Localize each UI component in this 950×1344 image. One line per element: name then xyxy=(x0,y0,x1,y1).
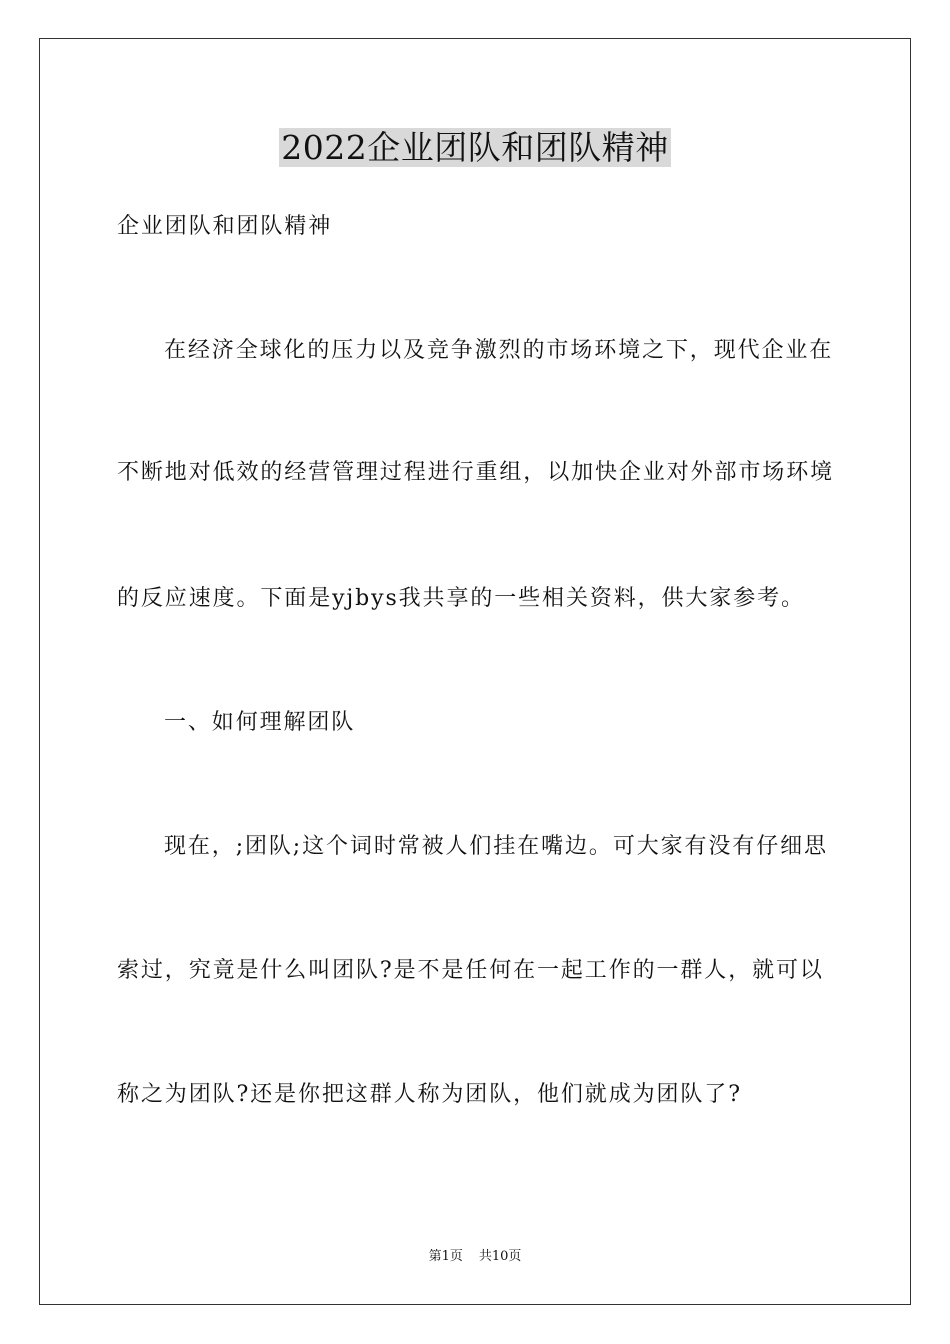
total-pages: 共10页 xyxy=(478,1249,522,1264)
paragraph-line: 称之为团队?还是你把这群人称为团队，他们就成为团队了? xyxy=(117,1082,742,1107)
document-title xyxy=(0,126,950,170)
paragraph-line: 现在，;团队;这个词时常被人们挂在嘴边。可大家有没有仔细思 xyxy=(164,834,828,859)
page-footer xyxy=(0,1248,950,1266)
paragraph-line: 索过，究竟是什么叫团队?是不是任何在一起工作的一群人，就可以 xyxy=(117,958,824,983)
subtitle: 企业团队和团队精神 xyxy=(117,214,333,239)
page-number: 第1页 xyxy=(428,1249,463,1264)
paragraph-line: 不断地对低效的经营管理过程进行重组，以加快企业对外部市场环境 xyxy=(117,460,835,485)
paragraph-line: 的反应速度。下面是yjbys我共享的一些相关资料，供大家参考。 xyxy=(117,586,805,611)
paragraph-line: 在经济全球化的压力以及竞争激烈的市场环境之下，现代企业在 xyxy=(164,338,834,363)
title-text: 2022企业团队和团队精神 xyxy=(281,128,669,167)
section-heading: 一、如何理解团队 xyxy=(164,710,356,735)
